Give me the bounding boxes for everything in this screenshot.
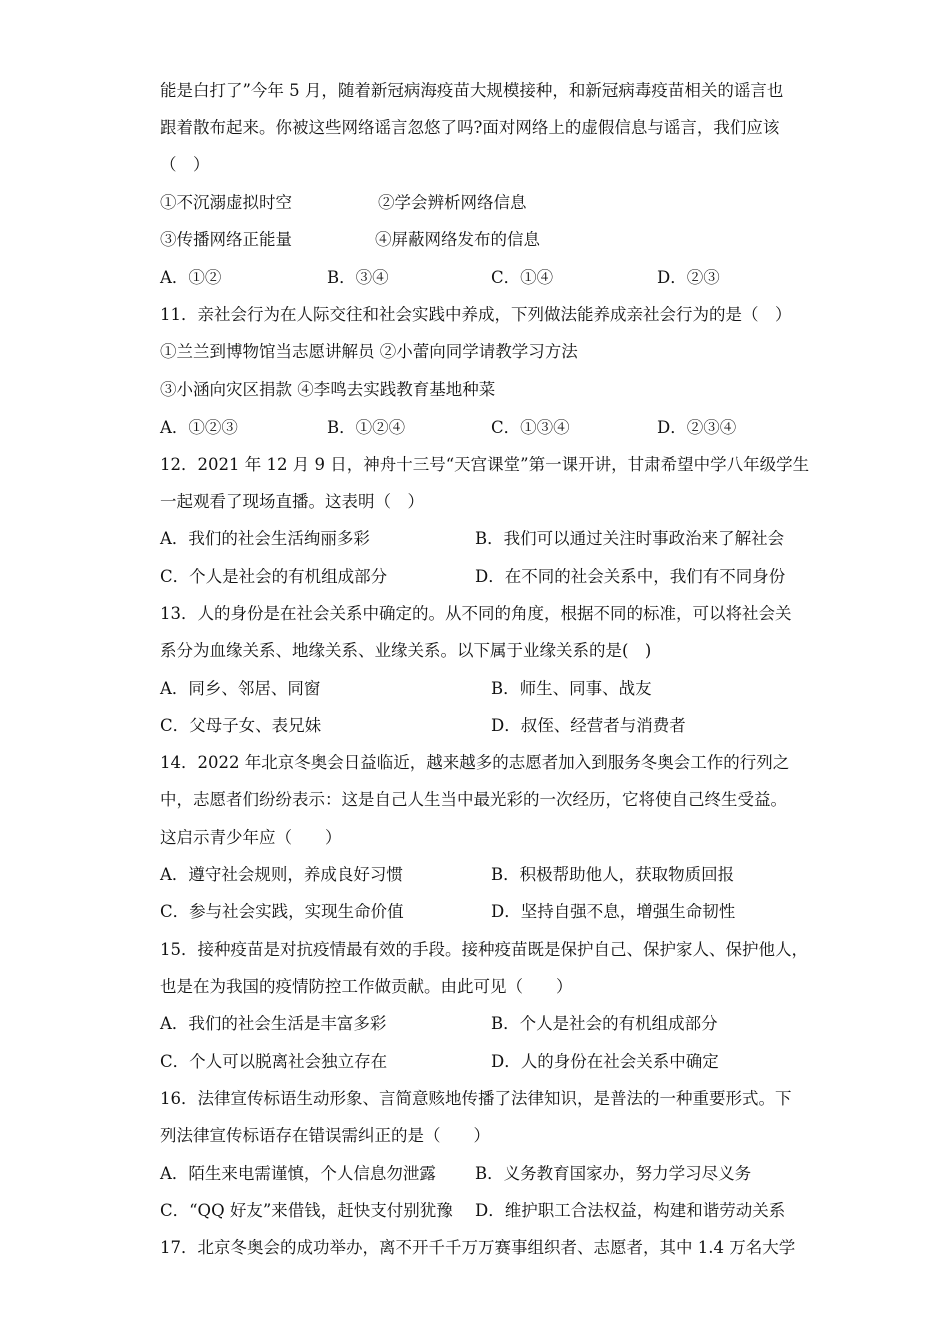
q11-items-line-1: ①兰兰到博物馆当志愿讲解员 ②小蕾向同学请教学习方法: [160, 342, 578, 361]
q16-stem-line-1: 16．法律宣传标语生动形象、言简意赅地传播了法律知识，是普法的一种重要形式。下: [160, 1089, 792, 1108]
q14-option-d[interactable]: D．坚持自强不息，增强生命韧性: [491, 902, 736, 921]
q11-option-d[interactable]: D．②③④: [657, 418, 737, 437]
q10-answer-blank: （ ）: [160, 155, 210, 174]
q16-option-a[interactable]: A．陌生来电需谨慎，个人信息勿泄露: [160, 1164, 436, 1183]
q10-option-a[interactable]: A．①②: [160, 268, 222, 287]
q13-option-d[interactable]: D．叔侄、经营者与消费者: [491, 716, 686, 735]
q15-option-c[interactable]: C．个人可以脱离社会独立存在: [160, 1052, 388, 1071]
q13-option-a[interactable]: A．同乡、邻居、同窗: [160, 679, 321, 698]
q16-option-b[interactable]: B．义务教育国家办，努力学习尽义务: [475, 1164, 752, 1183]
q15-stem-line-1: 15．接种疫苗是对抗疫情最有效的手段。接种疫苗既是保护自己、保护家人、保护他人，: [160, 940, 808, 959]
q15-option-d[interactable]: D．人的身份在社会关系中确定: [491, 1052, 719, 1071]
q15-stem-line-2: 也是在为我国的疫情防控工作做贡献。由此可见（ ）: [160, 977, 573, 996]
q10-item-2: ②学会辨析网络信息: [378, 193, 527, 212]
q12-option-c[interactable]: C．个人是社会的有机组成部分: [160, 567, 388, 586]
q12-stem-line-2: 一起观看了现场直播。这表明（ ）: [160, 492, 424, 511]
q11-stem: 11．亲社会行为在人际交往和社会实践中养成，下列做法能养成亲社会行为的是（ ）: [160, 305, 792, 324]
q10-stem-line-2: 跟着散布起来。你被这些网络谣言忽悠了吗?面对网络上的虚假信息与谣言，我们应该: [160, 118, 780, 137]
q14-option-c[interactable]: C．参与社会实践，实现生命价值: [160, 902, 404, 921]
q13-option-b[interactable]: B．师生、同事、战友: [491, 679, 652, 698]
q11-option-b[interactable]: B．①②④: [327, 418, 406, 437]
q10-item-4: ④屏蔽网络发布的信息: [375, 230, 540, 249]
q14-option-a[interactable]: A．遵守社会规则，养成良好习惯: [160, 865, 403, 884]
q10-item-1: ①不沉溺虚拟时空: [160, 193, 292, 212]
q10-option-c[interactable]: C．①④: [491, 268, 554, 287]
q16-option-c[interactable]: C．“QQ 好友”来借钱，赶快支付别犹豫: [160, 1201, 453, 1220]
q10-option-b[interactable]: B．③④: [327, 268, 389, 287]
q10-item-3: ③传播网络正能量: [160, 230, 292, 249]
q11-option-a[interactable]: A．①②③: [160, 418, 238, 437]
q13-stem-line-2: 系分为血缘关系、地缘关系、业缘关系。以下属于业缘关系的是( ): [160, 641, 652, 660]
q12-option-d[interactable]: D．在不同的社会关系中，我们有不同身份: [475, 567, 786, 586]
q14-stem-line-3: 这启示青少年应（ ）: [160, 828, 342, 847]
q10-stem-line-1: 能是白打了”今年 5 月，随着新冠病海疫苗大规模接种，和新冠病毒疫苗相关的谣言也: [160, 81, 784, 100]
q17-stem-line-1: 17．北京冬奥会的成功举办，离不开千千万万赛事组织者、志愿者，其中 1.4 万名大学: [160, 1238, 796, 1257]
q15-option-b[interactable]: B．个人是社会的有机组成部分: [491, 1014, 718, 1033]
q11-option-c[interactable]: C．①③④: [491, 418, 570, 437]
q14-option-b[interactable]: B．积极帮助他人，获取物质回报: [491, 865, 735, 884]
q13-stem-line-1: 13．人的身份是在社会关系中确定的。从不同的角度，根据不同的标准，可以将社会关: [160, 604, 792, 623]
q14-stem-line-2: 中，志愿者们纷纷表示：这是自己人生当中最光彩的一次经历，它将使自己终生受益。: [160, 790, 787, 809]
q15-option-a[interactable]: A．我们的社会生活是丰富多彩: [160, 1014, 387, 1033]
q16-stem-line-2: 列法律宣传标语存在错误需纠正的是（ ）: [160, 1126, 490, 1145]
q16-option-d[interactable]: D．维护职工合法权益，构建和谐劳动关系: [475, 1201, 786, 1220]
q12-option-a[interactable]: A．我们的社会生活绚丽多彩: [160, 529, 370, 548]
q11-items-line-2: ③小涵向灾区捐款 ④李鸣去实践教育基地种菜: [160, 380, 496, 399]
q10-option-d[interactable]: D．②③: [657, 268, 720, 287]
q13-option-c[interactable]: C．父母子女、表兄妹: [160, 716, 322, 735]
q14-stem-line-1: 14．2022 年北京冬奥会日益临近，越来越多的志愿者加入到服务冬奥会工作的行列之: [160, 753, 790, 772]
q12-stem-line-1: 12．2021 年 12 月 9 日，神舟十三号“天宫课堂”第一课开讲，甘肃希望中学八年级学生: [160, 455, 810, 474]
q12-option-b[interactable]: B．我们可以通过关注时事政治来了解社会: [475, 529, 785, 548]
